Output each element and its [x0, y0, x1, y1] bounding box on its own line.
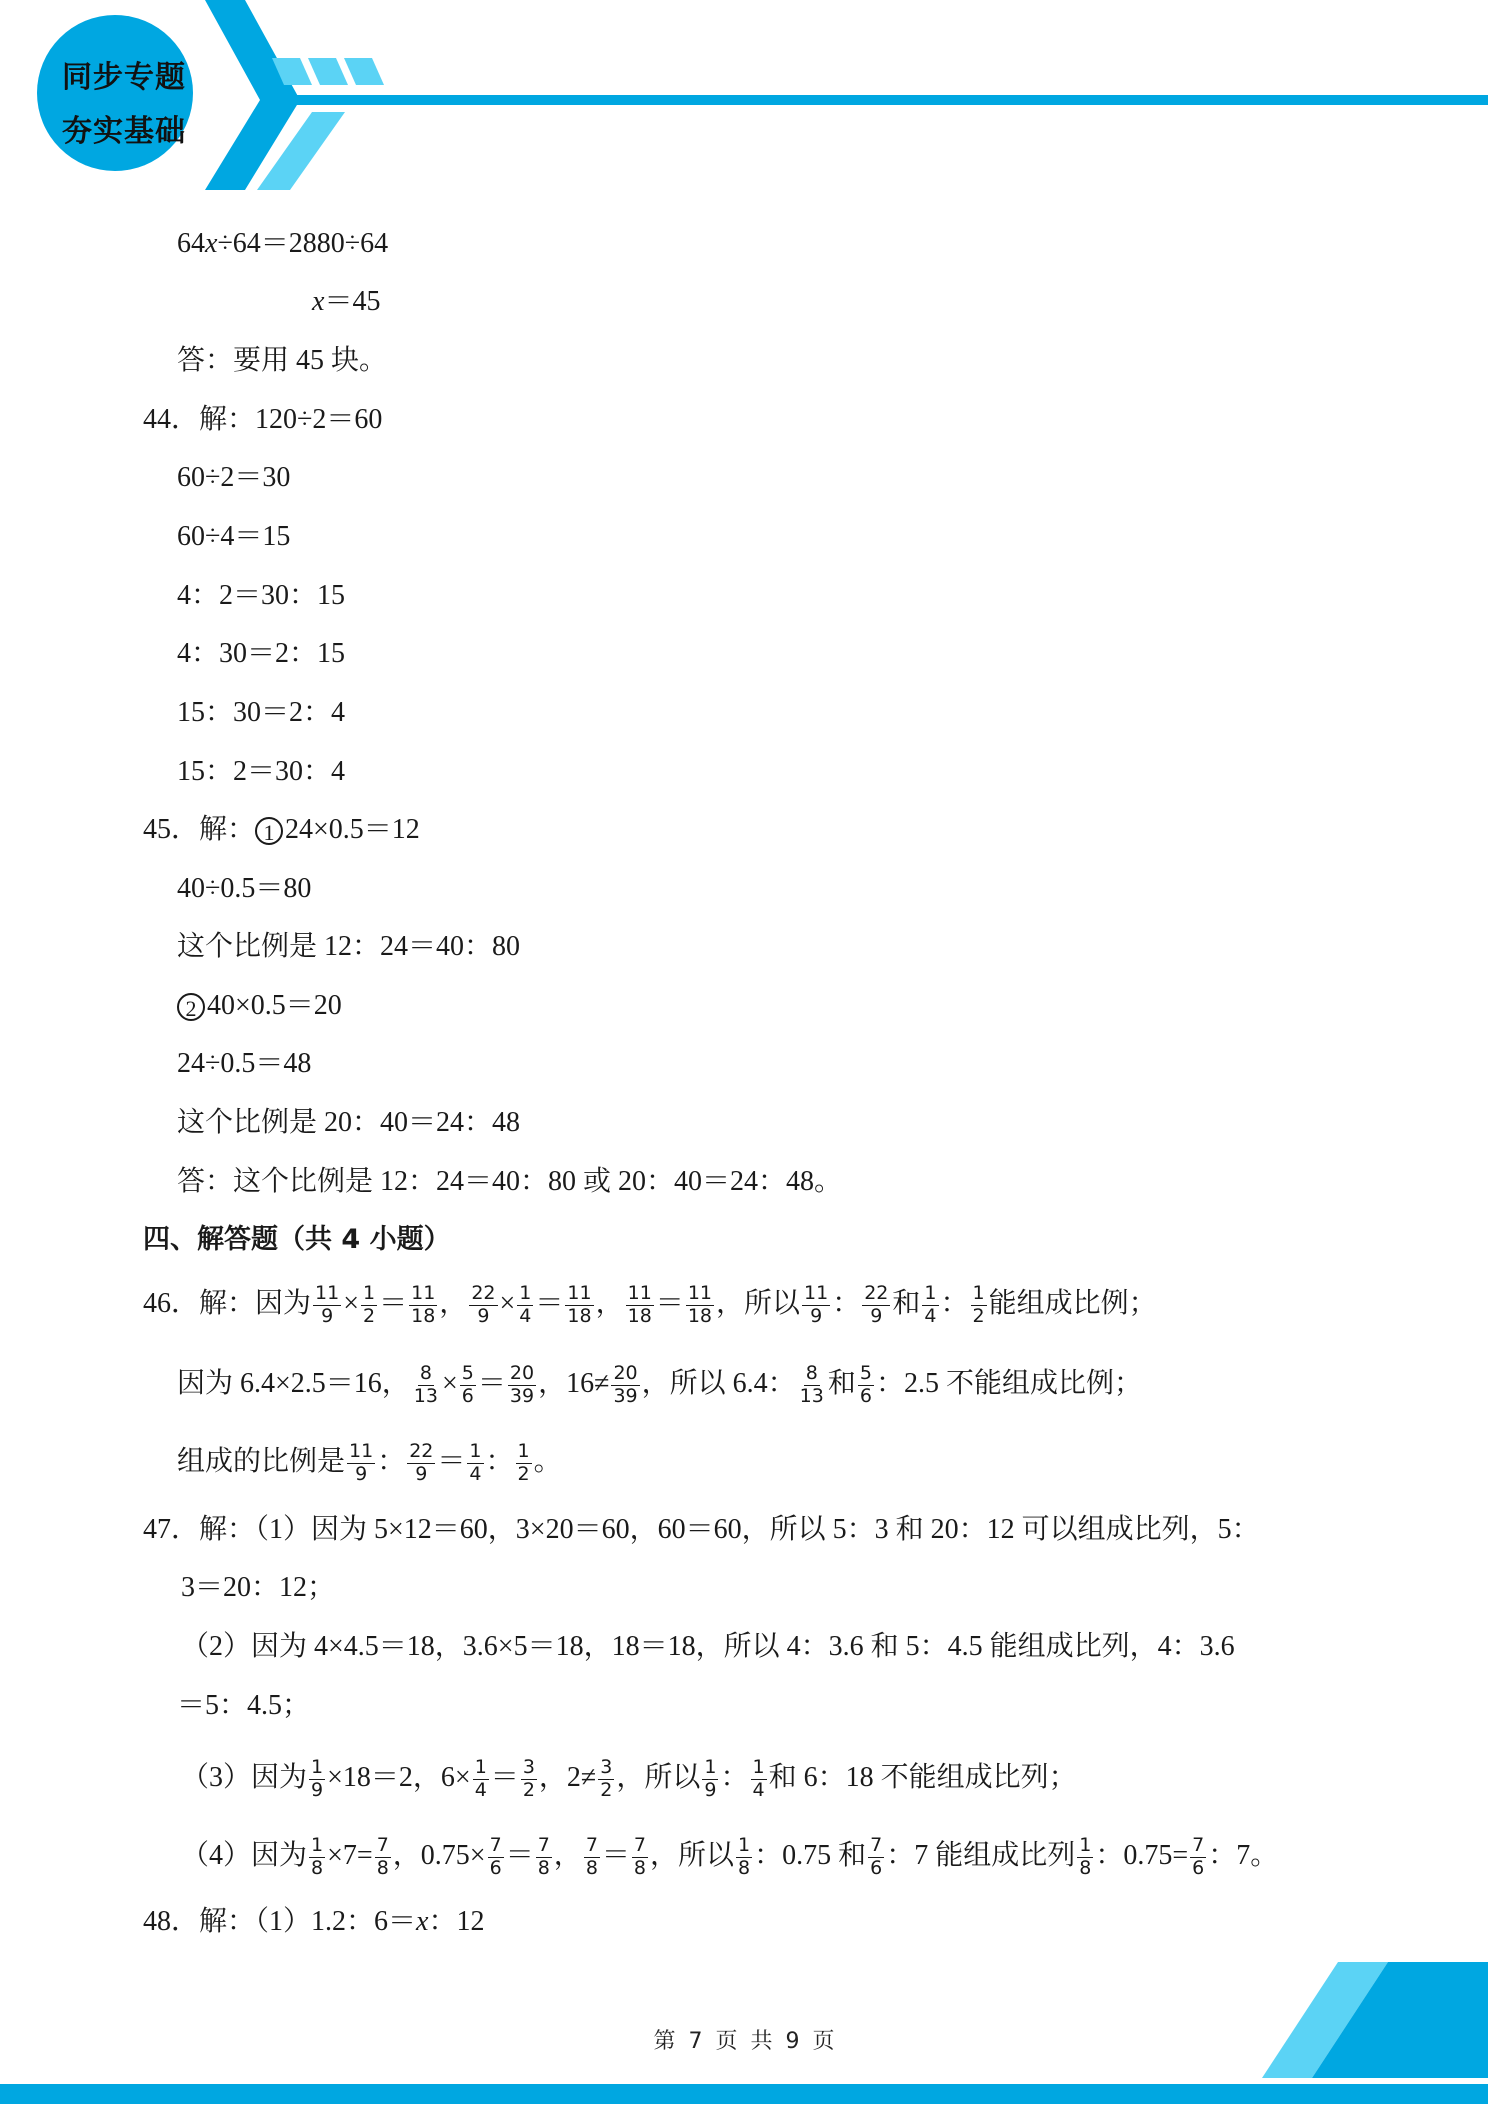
question-47-line1: 47．解：（1）因为 5×12＝60，3×20＝60，60＝60，所以 5：3 和 20：12 可以组成比列，5： [143, 1514, 1260, 1545]
fraction: $\frac{22}{9}$ [471, 1282, 496, 1327]
fraction: $\frac{1}{8}$ [311, 1834, 324, 1879]
badge-line2: 夯实基础 [62, 114, 186, 149]
fraction: $\frac{8}{13}$ [413, 1362, 438, 1407]
fraction: $\frac{1}{4}$ [469, 1440, 482, 1485]
question-44-head: 44．解：120÷2＝60 [143, 404, 383, 435]
circled-number-2: 2 [177, 993, 205, 1021]
fraction: $\frac{1}{2}$ [517, 1440, 530, 1485]
question-48-head: 48．解：（1）1.2：6＝x：12 [143, 1906, 485, 1937]
fraction: $\frac{1}{4}$ [519, 1282, 532, 1327]
fraction: $\frac{7}{8}$ [376, 1834, 389, 1879]
fraction: $\frac{1}{4}$ [924, 1282, 937, 1327]
fraction: $\frac{7}{6}$ [870, 1834, 883, 1879]
fraction: $\frac{8}{13}$ [799, 1362, 824, 1407]
question-47-part4: （4）因为 $\frac{1}{8}$ ×7= $\frac{7}{8}$ ，0.75× $\frac{7}{6}$ ＝ $\frac{7}{8}$ ， $\frac{7}{8}$ ＝ $\frac{7}{8}$ ，所以 $\frac{1}{8}$ ：0.75 和 $\frac{7}{6}$ ：7 能组成比列 $\frac{1}{8}$ ：0.75= $\frac{7}{6}$ ：7。 [181, 1834, 1279, 1879]
header-banner [0, 0, 1488, 200]
fraction: $\frac{5}{6}$ [461, 1362, 474, 1407]
fraction: $\frac{7}{6}$ [489, 1834, 502, 1879]
section-title: 四、解答题（共 4 小题） [143, 1224, 451, 1255]
answer-line: 答：这个比例是 12：24＝40：80 或 20：40＝24：48。 [177, 1166, 843, 1197]
fraction: $\frac{5}{6}$ [859, 1362, 872, 1407]
fraction: $\frac{11}{18}$ [567, 1282, 592, 1327]
circled-number-1: 1 [255, 817, 283, 845]
fraction: $\frac{7}{8}$ [537, 1834, 550, 1879]
fraction: $\frac{7}{8}$ [633, 1834, 647, 1879]
fraction: $\frac{7}{8}$ [585, 1834, 598, 1879]
page-number: 第 7 页 共 9 页 [653, 2029, 835, 2054]
fraction: $\frac{20}{39}$ [613, 1362, 638, 1407]
text-line: 4：30＝2：15 [177, 638, 346, 669]
question-45-head: 45．解： 1 24×0.5＝12 [143, 814, 420, 845]
text-line: 这个比例是 12：24＝40：80 [177, 931, 521, 962]
question-46-line2: 因为 6.4×2.5＝16， $\frac{8}{13}$ × $\frac{5}{6}$ ＝ $\frac{20}{39}$ ，16≠ $\frac{20}{39}$ ，所以 6.4： $\frac{8}{13}$ 和 $\frac{5}{6}$ ：2.5 不能组成比例； [177, 1362, 1142, 1407]
fraction: $\frac{11}{9}$ [315, 1282, 340, 1327]
text-line: 24÷0.5＝48 [177, 1048, 312, 1079]
fraction: $\frac{11}{9}$ [804, 1282, 829, 1327]
question-47-part2: （2）因为 4×4.5＝18，3.6×5＝18，18＝18，所以 4：3.6 和 5：4.5 能组成比列，4：3.6 [181, 1631, 1235, 1662]
text-line: 2 40×0.5＝20 [177, 992, 342, 1021]
text-line: 60÷4＝15 [177, 521, 291, 552]
fraction: $\frac{1}{4}$ [752, 1756, 765, 1801]
fraction: $\frac{3}{2}$ [600, 1756, 613, 1801]
fraction: $\frac{1}{8}$ [738, 1834, 751, 1879]
header-stripe-3 [344, 58, 384, 85]
text-line: 60÷2＝30 [177, 462, 291, 493]
text-line: 4：2＝30：15 [177, 580, 346, 611]
fraction: $\frac{1}{9}$ [311, 1756, 324, 1801]
fraction: $\frac{1}{9}$ [704, 1756, 717, 1801]
text-line: 40÷0.5＝80 [177, 873, 312, 904]
fraction: $\frac{7}{6}$ [1192, 1834, 1205, 1879]
answer-line: 答：要用 45 块。 [177, 345, 388, 376]
text-line: 64x÷64＝2880÷64 [177, 228, 389, 259]
fraction: $\frac{20}{39}$ [509, 1362, 535, 1407]
text-line: 3＝20：12； [181, 1572, 336, 1603]
fraction: $\frac{1}{2}$ [363, 1282, 376, 1327]
fraction: $\frac{1}{4}$ [474, 1756, 487, 1801]
fraction: $\frac{11}{18}$ [411, 1282, 436, 1327]
text-line: 15：2＝30：4 [177, 756, 346, 787]
fraction: $\frac{22}{9}$ [864, 1282, 889, 1327]
fraction: $\frac{11}{18}$ [687, 1282, 712, 1327]
fraction: $\frac{1}{8}$ [1079, 1834, 1092, 1879]
fraction: $\frac{1}{2}$ [972, 1282, 985, 1327]
text-line: 15：30＝2：4 [177, 697, 346, 728]
fraction: $\frac{11}{18}$ [627, 1282, 652, 1327]
fraction: $\frac{3}{2}$ [522, 1756, 535, 1801]
text-line: 这个比例是 20：40＝24：48 [177, 1107, 521, 1138]
question-47-part3: （3）因为 $\frac{1}{9}$ ×18＝2，6× $\frac{1}{4}$ ＝ $\frac{3}{2}$ ，2≠ $\frac{3}{2}$ ，所以 $\frac{1}{9}$ ： $\frac{1}{4}$ 和 6：18 不能组成比列； [181, 1756, 1077, 1801]
text-line: x＝45 [312, 286, 381, 317]
fraction: $\frac{22}{9}$ [409, 1440, 434, 1485]
badge-line1: 同步专题 [62, 60, 186, 95]
question-46-line3: 组成的比例是 $\frac{11}{9}$ ： $\frac{22}{9}$ ＝ $\frac{1}{4}$ ： $\frac{1}{2}$ 。 [177, 1440, 562, 1485]
header-top-line [265, 95, 1488, 105]
question-46-line1: 46．解：因为 $\frac{11}{9}$ × $\frac{1}{2}$ ＝ $\frac{11}{18}$ ， $\frac{22}{9}$ × $\frac{1}{4}$ ＝ $\frac{11}{18}$ ， $\frac{11}{18}$ ＝ $\frac{11}{18}$ ，所以 $\frac{11}{9}$ ： $\frac{22}{9}$ 和 $\frac{1}{4}$ ： $\frac{1}{2}$ 能组成比例； [143, 1282, 1157, 1327]
footer-bottom-bar [0, 2084, 1488, 2104]
fraction: $\frac{11}{9}$ [349, 1440, 374, 1485]
text-line: ＝5：4.5； [177, 1690, 311, 1721]
header-stripe-2 [308, 58, 348, 85]
